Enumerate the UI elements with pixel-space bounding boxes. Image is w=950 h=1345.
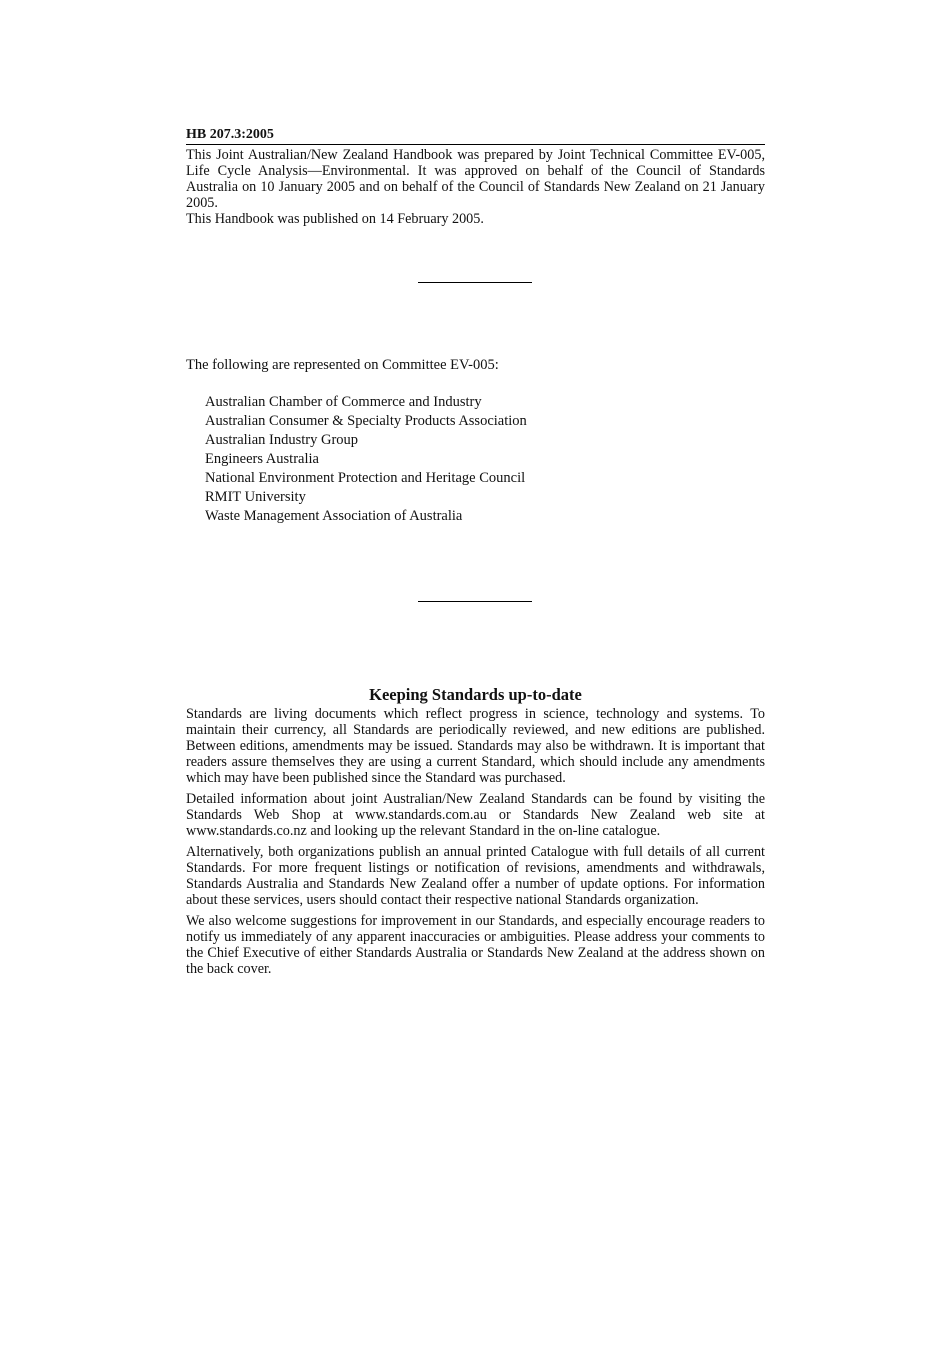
body-paragraph: Standards are living documents which reflect progress in science, technology and systems. To maintain their currency, all Standards are periodically reviewed, and new editions are published. Between editions, amendments may be issued. Standards may also be withdrawn. It is important that readers assure themselves they are using a current Standard, which should include any amendments which may have been published since the Standard was purchased.: [186, 706, 765, 786]
preparation-statement: This Joint Australian/New Zealand Handbook was prepared by Joint Technical Committee EV-005, Life Cycle Analysis—Environmental. It was approved on behalf of the Council of Standards Australia on 10 January 2005 and on behalf of the Council of Standards New Zealand on 21 January 2005.: [186, 147, 765, 211]
section-divider: [418, 601, 532, 602]
section-divider: [418, 282, 532, 283]
committee-member: Engineers Australia: [205, 451, 319, 467]
publication-date-statement: This Handbook was published on 14 February 2005.: [186, 211, 484, 227]
committee-member: Waste Management Association of Australia: [205, 508, 463, 524]
committee-intro: The following are represented on Committee EV-005:: [186, 357, 499, 373]
committee-member: National Environment Protection and Heritage Council: [205, 470, 526, 486]
body-paragraph: Alternatively, both organizations publish an annual printed Catalogue with full details of all current Standards. For more frequent listings or notification of revisions, amendments and withdrawals, Standards Australia and Standards New Zealand offer a number of update options. For information about these services, users should contact their respective national Standards organization.: [186, 844, 765, 908]
committee-member: Australian Chamber of Commerce and Industry: [205, 394, 482, 410]
committee-member-list: [205, 393, 527, 526]
committee-member: Australian Consumer & Specialty Products Association: [205, 413, 527, 429]
body-paragraph: Detailed information about joint Australian/New Zealand Standards can be found by visiting the Standards Web Shop at www.standards.com.au or Standards New Zealand web site at www.standards.co.nz and looking up the relevant Standard in the on-line catalogue.: [186, 791, 765, 839]
document-id: HB 207.3:2005: [186, 126, 765, 145]
handbook-header: [186, 126, 765, 227]
body-paragraph: We also welcome suggestions for improvement in our Standards, and especially encourage readers to notify us immediately of any apparent inaccuracies or ambiguities. Please address your comments to the Chief Executive of either Standards Australia or Standards New Zealand at the address shown on the back cover.: [186, 913, 765, 977]
committee-member: Australian Industry Group: [205, 432, 359, 448]
keeping-standards-section: [186, 685, 765, 982]
section-title: Keeping Standards up-to-date: [369, 685, 582, 704]
committee-member: RMIT University: [205, 489, 306, 505]
